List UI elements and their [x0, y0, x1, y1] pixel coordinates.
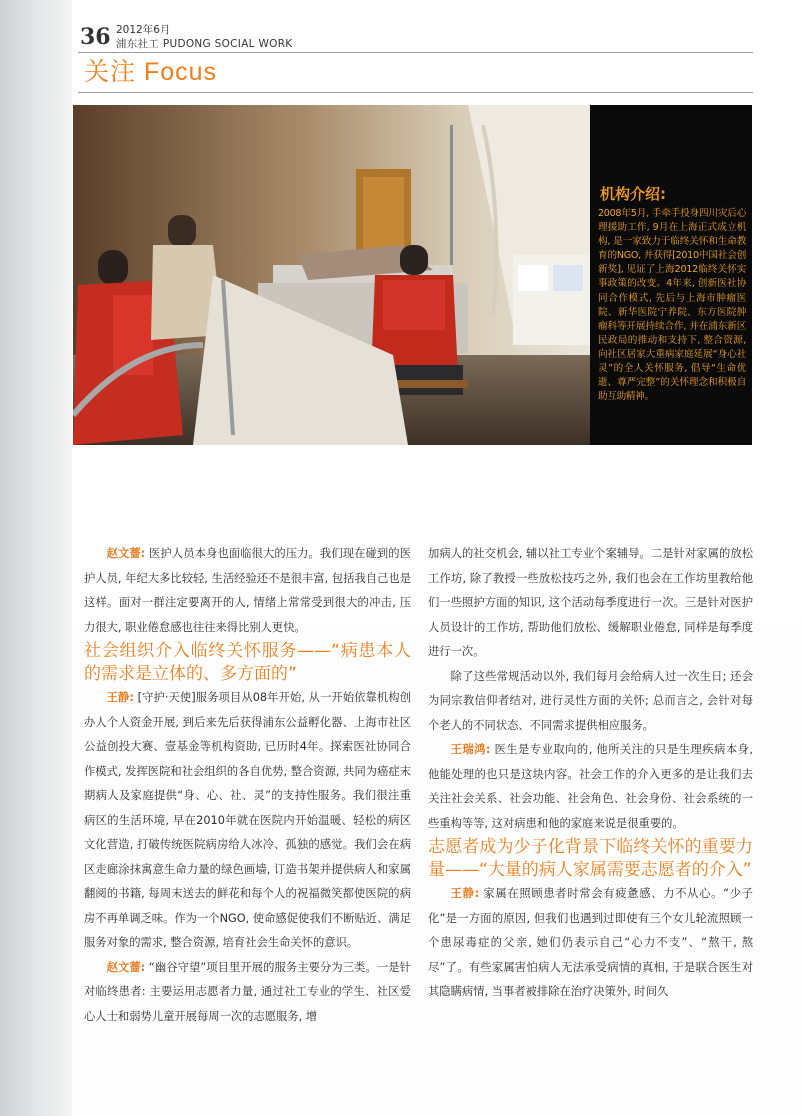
speaker-name: 王瑞鸿:: [450, 743, 491, 756]
header-divider: [78, 52, 753, 53]
section-divider: [78, 92, 753, 93]
paragraph: [428, 882, 753, 1005]
speaker-name: 王静:: [450, 887, 480, 900]
paragraph: 加病人的社交机会, 辅以社工专业个案辅导。二是针对家属的放松工作坊, 除了教授一些放松技巧之外, 我们也会在工作坊里教给他们一些照护方面的知识, 这个活动每季度进行一次。三是针对医护人员设计的工作坊, 帮助他们放松、缓解职业倦怠, 同样是每季度进行一次。: [428, 547, 753, 658]
speaker-name: 赵文薔:: [106, 547, 146, 560]
paragraph: [84, 686, 411, 956]
organization-intro-box: [590, 105, 752, 445]
paragraph: [84, 542, 411, 640]
issue-date: 2012年6月: [116, 24, 171, 36]
magazine-name: 浦东社工 PUDONG SOCIAL WORK: [116, 38, 293, 50]
sidebar-title: 机构介绍:: [600, 185, 666, 203]
paragraph-text: 家属在照顾患者时常会有疲惫感、力不从心。“少子化”是一方面的原因, 但我们也遇到过即使有三个女儿轮流照顾一个患尿毒症的父亲, 她们仍表示自己“心力不支”、“熬干, 熬尽”了。有些家属害怕病人无法承受病情的真相, 于是联合医生对其隐瞒病情, 当事者被排除在治疗决策外, 时间久: [428, 887, 753, 998]
paragraph-text: 医生是专业取向的, 他所关注的只是生理疾病本身, 他能处理的也只是这块内容。社会工作的介入更多的是让我们去关注社会关系、社会功能、社会角色、社会身份、社会系统的一些重构等等, 这对病患和他的家庭来说是很重要的。: [428, 743, 753, 830]
subheading: 志愿者成为少子化背景下临终关怀的重要力量——“大量的病人家属需要志愿者的介入”: [428, 837, 753, 880]
sidebar-body: 2008年5月, 手牵手投身四川灾后心理援助工作, 9月在上海正式成立机构, 是一家致力于临终关怀和生命教育的NGO, 并获得[2010中国社会创新奖], 见证了上海2012临终关怀实事政策的改变。4年来, 创新医社协同合作模式, 先后与上海市肿瘤医院、新华医院宁养院、东方医院肿瘤科等开展持续合作, 并在浦东新区民政局的推动和支持下, 整合资源, 向社区居家大重病家庭延展“身心社灵”的全人关怀服务, 倡导“生命优逝、尊严完整”的关怀理念和积极自助互助精神。: [598, 208, 746, 403]
paragraph: [84, 956, 411, 1030]
hospital-ward-photo: [73, 105, 590, 445]
section-title: 关注 Focus: [84, 58, 218, 86]
page-number: 36: [80, 24, 111, 50]
paragraph: [428, 738, 753, 836]
subheading: 社会组织介入临终关怀服务——“病患本人的需求是立体的、多方面的”: [84, 641, 411, 684]
speaker-name: 赵文薔:: [106, 960, 146, 974]
paragraph: 除了这些常规活动以外, 我们每月会给病人过一次生日; 还会为同宗教信仰者结对, 进行灵性方面的关怀; 总而言之, 会针对每个老人的不同状态、不同需求提供相应服务。: [428, 669, 753, 732]
paragraph-text: “幽谷守望”项目里开展的服务主要分为三类。一是针对临终患者: 主要运用志愿者力量, 通过社工专业的学生、社区爱心人士和弱势儿童开展每周一次的志愿服务, 增: [84, 960, 411, 1023]
right-column: [428, 542, 753, 1005]
speaker-name: 王静:: [106, 691, 134, 704]
paragraph-text: [守护·天使]服务项目从08年开始, 从一开始依靠机构创办人个人资金开展, 到后来先后获得浦东公益孵化器、上海市社区公益创投大赛、壹基金等机构资助, 已历时4年。探索医社协同合作模式, 发挥医院和社会组织的各自优势, 整合资源, 共同为癌症末期病人及家庭提供“身、心、社、灵”的支持性服务。我们很注重病区的生活环境, 早在2010年就在医院内开始温暖、轻松的病区文化营造, 打破传统医院病房给人冰冷、孤独的感觉。我们会在病区走廊涂抹寓意生命力量的绿色画墙, 订造书架并提供病人和家属翻阅的书籍, 每周末送去的鲜花和每个人的祝福微笑都使医院的病房不再单调乏味。作为一个NGO, 使命感促使我们不断贴近、满足服务对象的需求, 整合资源, 培育社会生命关怀的意识。: [84, 691, 411, 949]
left-column: [84, 542, 411, 1029]
paragraph-text: 医护人员本身也面临很大的压力。我们现在碰到的医护人员, 年纪大多比较轻, 生活经验还不是很丰富, 包括我自己也是这样。面对一群注定要离开的人, 情绪上常常受到很大的冲击, 压力很大, 职业倦怠感也往往来得比别人更快。: [84, 547, 412, 634]
